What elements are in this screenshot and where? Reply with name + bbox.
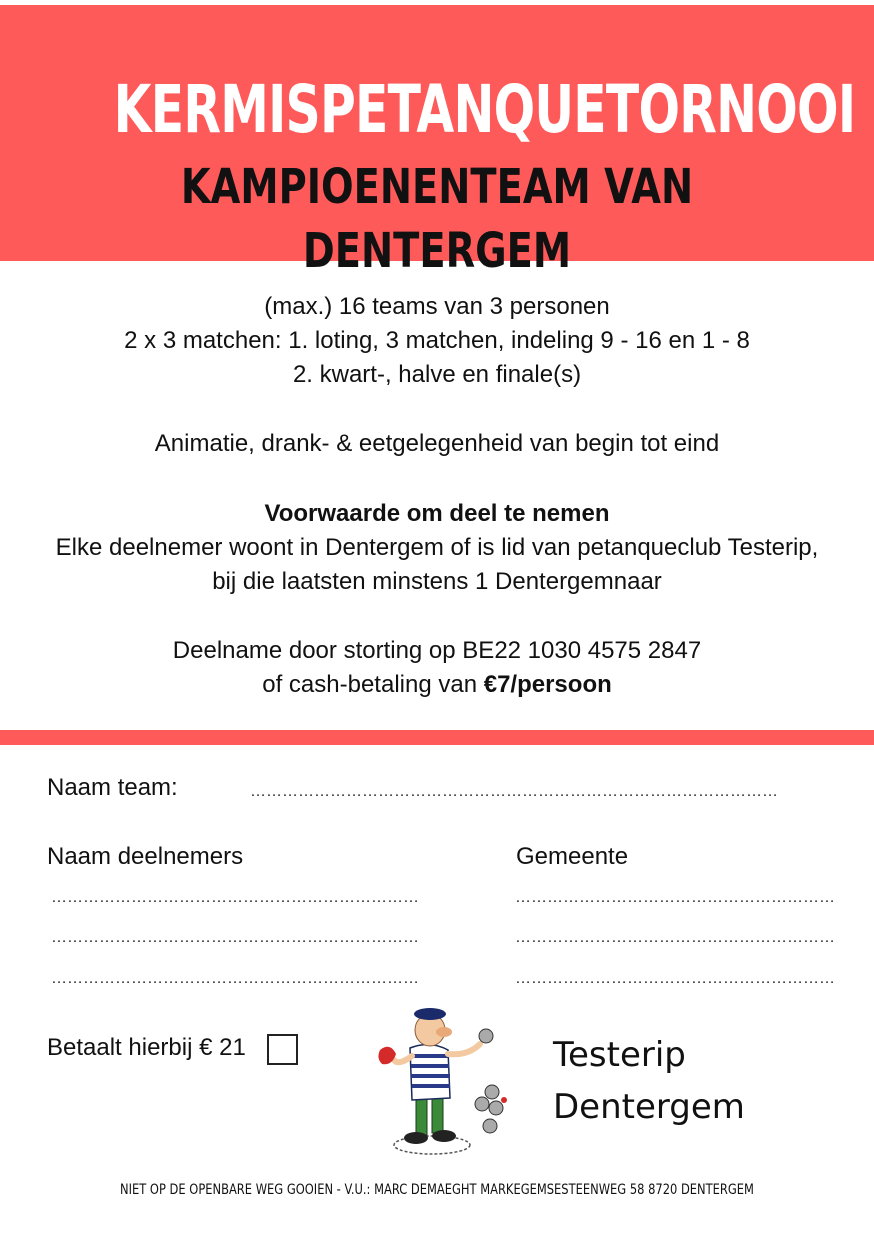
club-name: Testerip xyxy=(553,1035,686,1075)
participant-field-2[interactable]: …………………………………………………………… xyxy=(51,929,419,946)
payment-line-2 xyxy=(0,668,874,702)
info-teams: (max.) 16 teams van 3 personen xyxy=(264,293,610,320)
club-town: Dentergem xyxy=(553,1087,745,1127)
payment-prefix: of cash-betaling van xyxy=(262,671,484,698)
info-animation: Animatie, drank- & eetgelegenheid van begin tot eind xyxy=(154,430,720,457)
team-name-label: Naam team: xyxy=(47,774,178,801)
municipality-field-2[interactable]: …………………………………………………… xyxy=(515,929,835,946)
payment-checkbox-label: Betaalt hierbij € 21 xyxy=(47,1034,246,1061)
payment-price: €7/persoon xyxy=(483,671,612,698)
header-banner xyxy=(0,5,874,279)
info-matches: 2 x 3 matchen: 1. loting, 3 matchen, indeling 9 - 16 en 1 - 8 xyxy=(124,327,750,354)
page-title: KERMISPETANQUETORNOOI xyxy=(113,71,856,148)
section-divider xyxy=(0,730,874,745)
municipality-field-1[interactable]: …………………………………………………… xyxy=(515,889,835,906)
info-finals: 2. kwart-, halve en finale(s) xyxy=(292,361,582,388)
team-name-field[interactable]: ……………………………………………………………………………………… xyxy=(250,783,778,800)
participant-field-1[interactable]: …………………………………………………………… xyxy=(51,889,419,906)
municipality-field-3[interactable]: …………………………………………………… xyxy=(515,970,835,987)
payment-line-1: Deelname door storting op BE22 1030 4575 2847 xyxy=(172,637,702,664)
condition-line-2: bij die laatsten minstens 1 Dentergemnaar xyxy=(212,568,662,595)
footer-notice: NIET OP DE OPENBARE WEG GOOIEN - V.U.: MARC DEMAEGHT MARKEGEMSESTEENWEG 58 8720 DENTERGEM xyxy=(120,1182,754,1198)
page-subtitle: KAMPIOENENTEAM VAN DENTERGEM xyxy=(180,159,694,279)
payment-checkbox[interactable] xyxy=(267,1034,298,1065)
municipality-label: Gemeente xyxy=(516,843,629,870)
condition-heading: Voorwaarde om deel te nemen xyxy=(264,500,610,527)
participants-label: Naam deelnemers xyxy=(47,843,244,870)
condition-line-1: Elke deelnemer woont in Dentergem of is lid van petanqueclub Testerip, xyxy=(55,534,819,561)
participant-field-3[interactable]: …………………………………………………………… xyxy=(51,970,419,987)
petanque-player-illustration xyxy=(372,1000,522,1158)
